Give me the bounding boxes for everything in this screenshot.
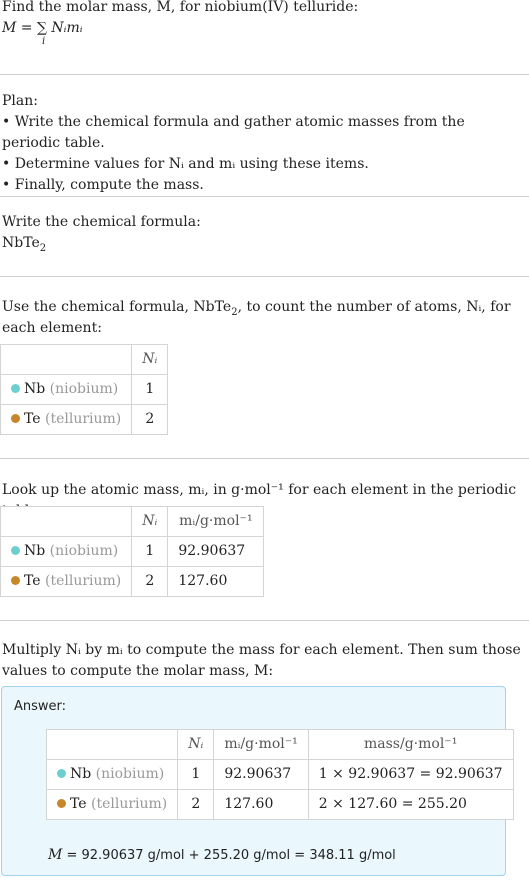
header-element xyxy=(1,345,132,375)
answer-box xyxy=(1,686,506,876)
table-row xyxy=(47,790,514,820)
n-cell: 1 xyxy=(132,537,168,567)
formula-section xyxy=(0,212,203,254)
header-element xyxy=(47,730,178,760)
table-row xyxy=(1,567,264,597)
count-atoms-section xyxy=(0,297,524,339)
niobium-dot-icon xyxy=(11,546,20,555)
compute-section xyxy=(0,640,529,682)
m-cell: 92.90637 xyxy=(214,760,308,790)
element-cell: Nb (niobium) xyxy=(47,760,178,790)
mass-instruction: Look up the atomic mass, mᵢ, in g·mol⁻¹ for each element in the periodic xyxy=(2,482,517,498)
final-result: M = 92.90637 g/mol + 255.20 g/mol = 348.11 g/mol xyxy=(48,847,396,863)
element-cell: Nb (niobium) xyxy=(1,537,132,567)
header-n: Nᵢ xyxy=(132,345,168,375)
n-cell: 1 xyxy=(178,760,214,790)
element-cell: Te (tellurium) xyxy=(1,405,132,435)
m-cell: 127.60 xyxy=(214,790,308,820)
plan-title: Plan: xyxy=(2,93,38,109)
table-row xyxy=(1,405,168,435)
answer-label: Answer: xyxy=(14,699,67,714)
molar-mass-formula: M = ∑ Nᵢmᵢ i xyxy=(2,20,83,47)
header-m: mᵢ/g·mol⁻¹ xyxy=(214,730,308,760)
m-cell: 127.60 xyxy=(168,567,264,597)
divider xyxy=(0,74,529,75)
atom-count-table xyxy=(0,344,168,435)
count-instruction: Use the chemical formula, NbTe$_2$, to count the number of atoms, Nᵢ, for each element: xyxy=(2,299,511,336)
table-row xyxy=(1,375,168,405)
tellurium-dot-icon xyxy=(11,414,20,423)
tellurium-dot-icon xyxy=(11,576,20,585)
niobium-dot-icon xyxy=(11,384,20,393)
n-cell: 1 xyxy=(132,375,168,405)
header-n: Nᵢ xyxy=(132,507,168,537)
element-cell: Te (tellurium) xyxy=(47,790,178,820)
tellurium-dot-icon xyxy=(57,799,66,808)
plan-bullet-3: • Finally, compute the mass. xyxy=(2,177,204,193)
n-cell: 2 xyxy=(178,790,214,820)
plan-bullet-1: • Write the chemical formula and gather atomic masses from the periodic table. xyxy=(2,114,465,151)
n-cell: 2 xyxy=(132,567,168,597)
table-header-row xyxy=(1,507,264,537)
plan-section xyxy=(0,91,529,196)
table-header-row xyxy=(1,345,168,375)
n-cell: 2 xyxy=(132,405,168,435)
header-element xyxy=(1,507,132,537)
divider xyxy=(0,458,529,459)
table-row xyxy=(1,537,264,567)
atomic-mass-table xyxy=(0,506,264,597)
m-cell: 92.90637 xyxy=(168,537,264,567)
sum-index: i xyxy=(42,36,46,47)
table-header-row xyxy=(47,730,514,760)
formula-instruction: Write the chemical formula: xyxy=(2,214,201,230)
mass-cell: 2 × 127.60 = 255.20 xyxy=(308,790,513,820)
compute-instruction: Multiply Nᵢ by mᵢ to compute the mass for each element. Then sum those values to compute the molar mass, M: xyxy=(2,642,521,679)
header-m: mᵢ/g·mol⁻¹ xyxy=(168,507,264,537)
mass-cell: 1 × 92.90637 = 92.90637 xyxy=(308,760,513,790)
mass-table xyxy=(46,729,514,820)
problem-statement xyxy=(0,0,360,48)
plan-bullet-2: • Determine values for Nᵢ and mᵢ using these items. xyxy=(2,156,369,172)
table-row xyxy=(47,760,514,790)
element-cell: Te (tellurium) xyxy=(1,567,132,597)
chemical-formula: NbTe$_2$ xyxy=(2,235,47,254)
header-mass: mass/g·mol⁻¹ xyxy=(308,730,513,760)
divider xyxy=(0,276,529,277)
header-n: Nᵢ xyxy=(178,730,214,760)
prompt-text: Find the molar mass, M, for niobium(IV) telluride: xyxy=(2,0,359,15)
niobium-dot-icon xyxy=(57,769,66,778)
element-cell: Nb (niobium) xyxy=(1,375,132,405)
divider xyxy=(0,620,529,621)
divider xyxy=(0,196,529,197)
